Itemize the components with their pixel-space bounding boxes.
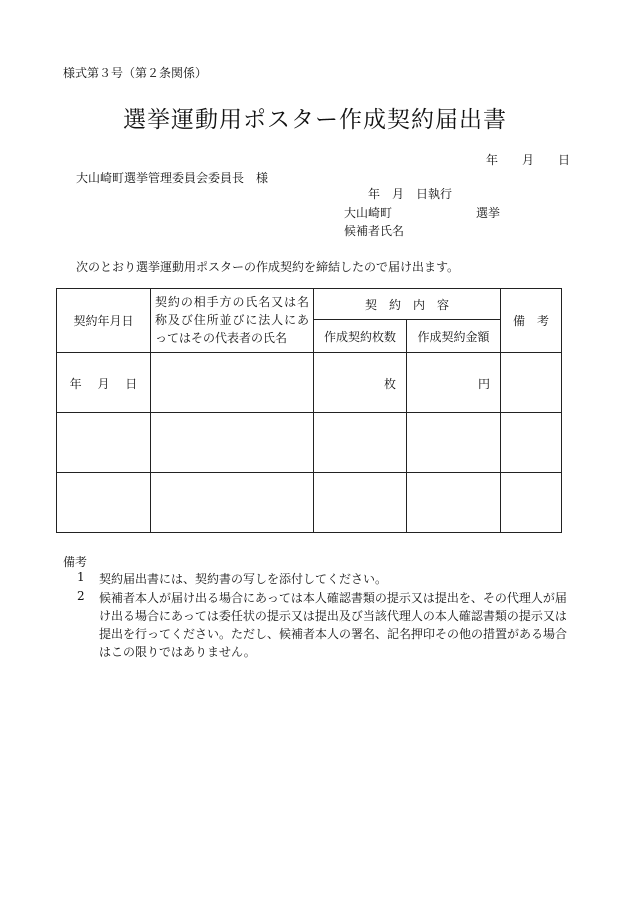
form-number: 様式第３号（第２条関係） [63,66,208,80]
row-remarks[interactable] [501,353,562,413]
row-contract-date[interactable] [57,473,151,533]
notes-heading: 備考 [63,555,88,569]
row-contract-party[interactable] [151,473,314,533]
header-contract-amount: 作成契約金額 [407,320,501,353]
addressee: 大山崎町選挙管理委員会委員長 様 [76,171,269,185]
note-text: 候補者本人が届け出る場合にあっては本人確認書類の提示又は提出を、その代理人が届け出る場合にあっては委任状の提示又は提出及び当該代理人の本人確認書類の提示又は提出を行ってください。ただし、候補者本人の署名、記名押印その他の措置がある場合はこの限りではありません。 [99,591,568,659]
contract-table [56,288,562,533]
note-number: 1 [77,570,85,584]
table-row [57,413,562,473]
table-header-row [57,289,562,320]
row-contract-party[interactable] [151,353,314,413]
election-execution-date: 年 月 日執行 [368,187,453,201]
header-contract-date: 契約年月日 [57,289,151,353]
intro-statement: 次のとおり選挙運動用ポスターの作成契約を締結したので届け出ます。 [76,260,460,274]
note-number: 2 [77,589,85,603]
note-text: 契約届出書には、契約書の写しを添付してください。 [99,572,388,586]
row-remarks[interactable] [501,413,562,473]
row-poster-count[interactable] [314,473,407,533]
row-poster-count[interactable]: 枚 [314,353,407,413]
row-poster-count[interactable] [314,413,407,473]
election-name-line: 大山崎町 選挙 [344,206,501,220]
header-contract-contents: 契 約 内 容 [314,289,501,320]
header-poster-count: 作成契約枚数 [314,320,407,353]
candidate-name-label: 候補者氏名 [344,224,405,238]
table-row [57,353,562,413]
row-contract-amount[interactable] [407,473,501,533]
row-remarks[interactable] [501,473,562,533]
submission-date: 年 月 日 [486,153,571,167]
row-contract-date[interactable] [57,413,151,473]
header-contract-party: 契約の相手方の氏名又は名称及び住所並びに法人にあってはその代表者の氏名 [151,289,314,353]
row-contract-amount[interactable]: 円 [407,353,501,413]
table-row [57,473,562,533]
document-title: 選挙運動用ポスター作成契約届出書 [123,107,507,133]
row-contract-date[interactable]: 年 月 日 [57,353,151,413]
row-contract-party[interactable] [151,413,314,473]
row-contract-amount[interactable] [407,413,501,473]
header-remarks: 備 考 [501,289,562,353]
